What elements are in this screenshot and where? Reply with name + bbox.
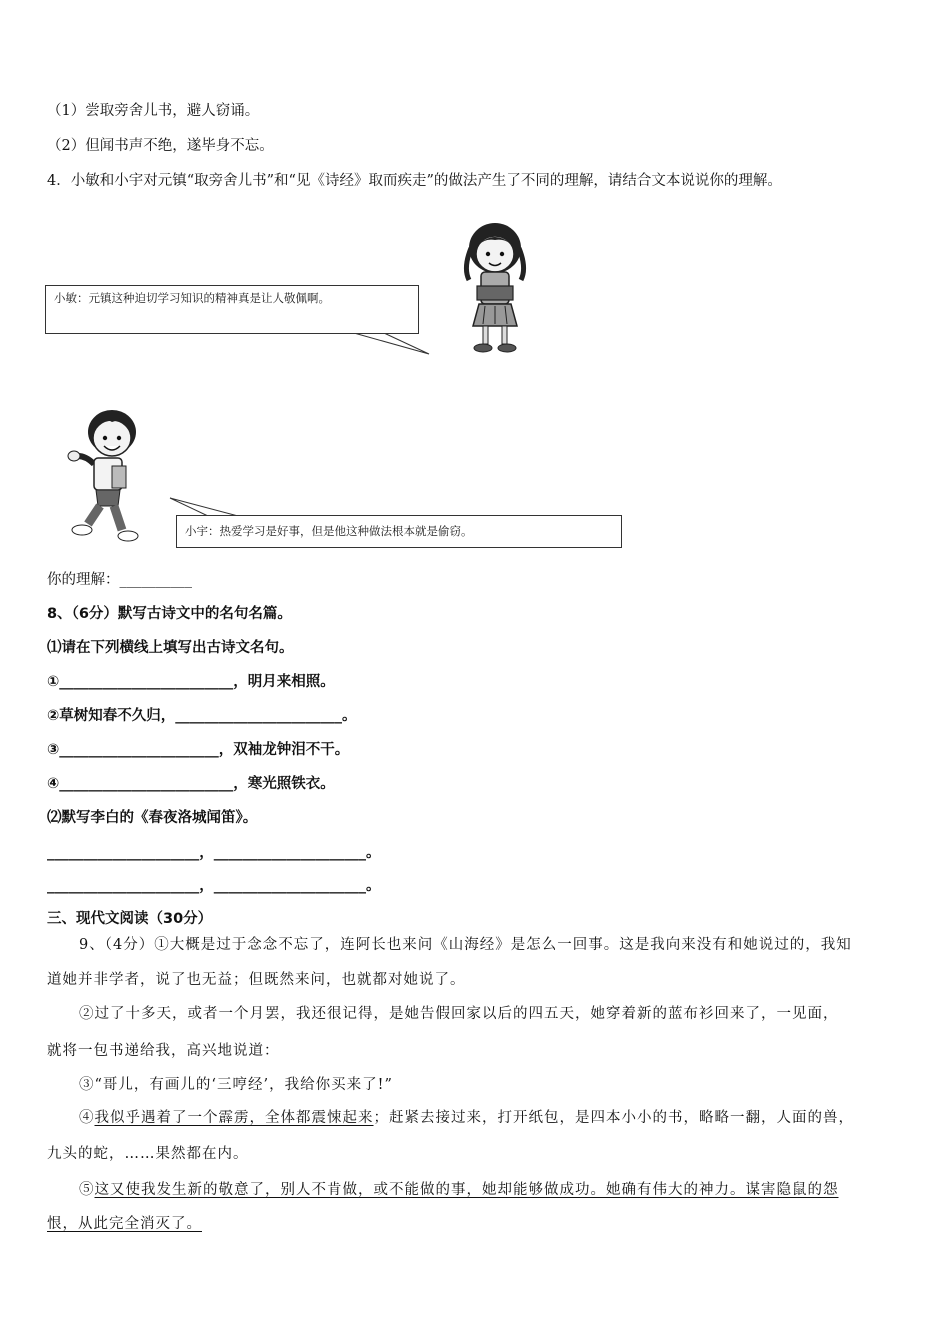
para-9-number-5: ⑤	[79, 1182, 95, 1198]
question-4: 4．小敏和小宇对元镇“取旁舍儿书”和“见《诗经》取而疾走”的做法产生了不同的理解，请结合文本说说你的理解。	[47, 173, 782, 189]
para-9-line-5: ③“哥儿，有画儿的‘三哼经’，我给你买来了!”	[79, 1077, 393, 1093]
para-9-line-3: ②过了十多天，或者一个月罢，我还很记得，是她告假回家以后的四五天，她穿着新的蓝布衫回来了，一见面，	[79, 1006, 839, 1022]
line-2: （2）但闻书声不绝，遂毕身不忘。	[47, 138, 274, 154]
underlined-sentence-5: 这又使我发生新的敬意了，别人不肯做，或不能做的事，她却能够做成功。她确有伟大的神力。谋害隐鼠的怨	[94, 1182, 839, 1198]
question-8-part-2: ⑵默写李白的《春夜洛城闻笛》。	[47, 810, 258, 826]
blank-line-6: _____________________，_____________________。	[47, 878, 381, 894]
blank-line-5: _____________________，_____________________。	[47, 845, 381, 861]
line-1: （1）尝取旁舍儿书，避人窃诵。	[47, 103, 260, 119]
para-9-line-7: 九头的蛇，……果然都在内。	[47, 1146, 249, 1162]
para-9-line-8	[79, 1180, 839, 1200]
your-understanding: 你的理解：__________	[47, 572, 192, 588]
speech-bubble-xiaoyu: 小宇：热爱学习是好事，但是他这种做法根本就是偷窃。	[176, 515, 622, 548]
underlined-sentence-4: 我似乎遇着了一个霹雳，全体都震悚起来	[94, 1110, 374, 1126]
blank-line-4: ④________________________，寒光照铁衣。	[47, 776, 335, 792]
question-8: 8、（6分）默写古诗文中的名句名篇。	[47, 606, 292, 622]
para-9-line-6	[79, 1108, 854, 1128]
para-9-line-1: 9、（4分）①大概是过于念念不忘了，连阿长也来问《山海经》是怎么一回事。这是我向来没有和她说过的，我知	[79, 937, 852, 953]
para-9-line-2: 道她并非学者，说了也无益；但既然来问，也就都对她说了。	[47, 972, 466, 988]
para-9-line-9: 恨，从此完全消灭了。	[47, 1216, 202, 1232]
girl-illustration	[455, 218, 535, 358]
para-9-number-4: ④	[79, 1110, 95, 1126]
speech-bubble-xiaomin: 小敏：元镇这种迫切学习知识的精神真是让人敬佩啊。	[45, 285, 419, 334]
blank-line-1: ①________________________，明月来相照。	[47, 674, 335, 690]
para-9-line-6-rest: ；赶紧去接过来，打开纸包，是四本小小的书，略略一翻，人面的兽，	[373, 1110, 854, 1126]
blank-line-3: ③______________________，双袖龙钟泪不干。	[47, 742, 350, 758]
blank-line-2: ②草树知春不久归，_______________________。	[47, 708, 357, 724]
boy-illustration	[62, 402, 152, 547]
section-3-heading: 三、现代文阅读（30分）	[47, 911, 213, 927]
para-9-line-4: 就将一包书递给我，高兴地说道：	[47, 1043, 280, 1059]
question-8-part-1: ⑴请在下列横线上填写出古诗文名句。	[47, 640, 294, 656]
